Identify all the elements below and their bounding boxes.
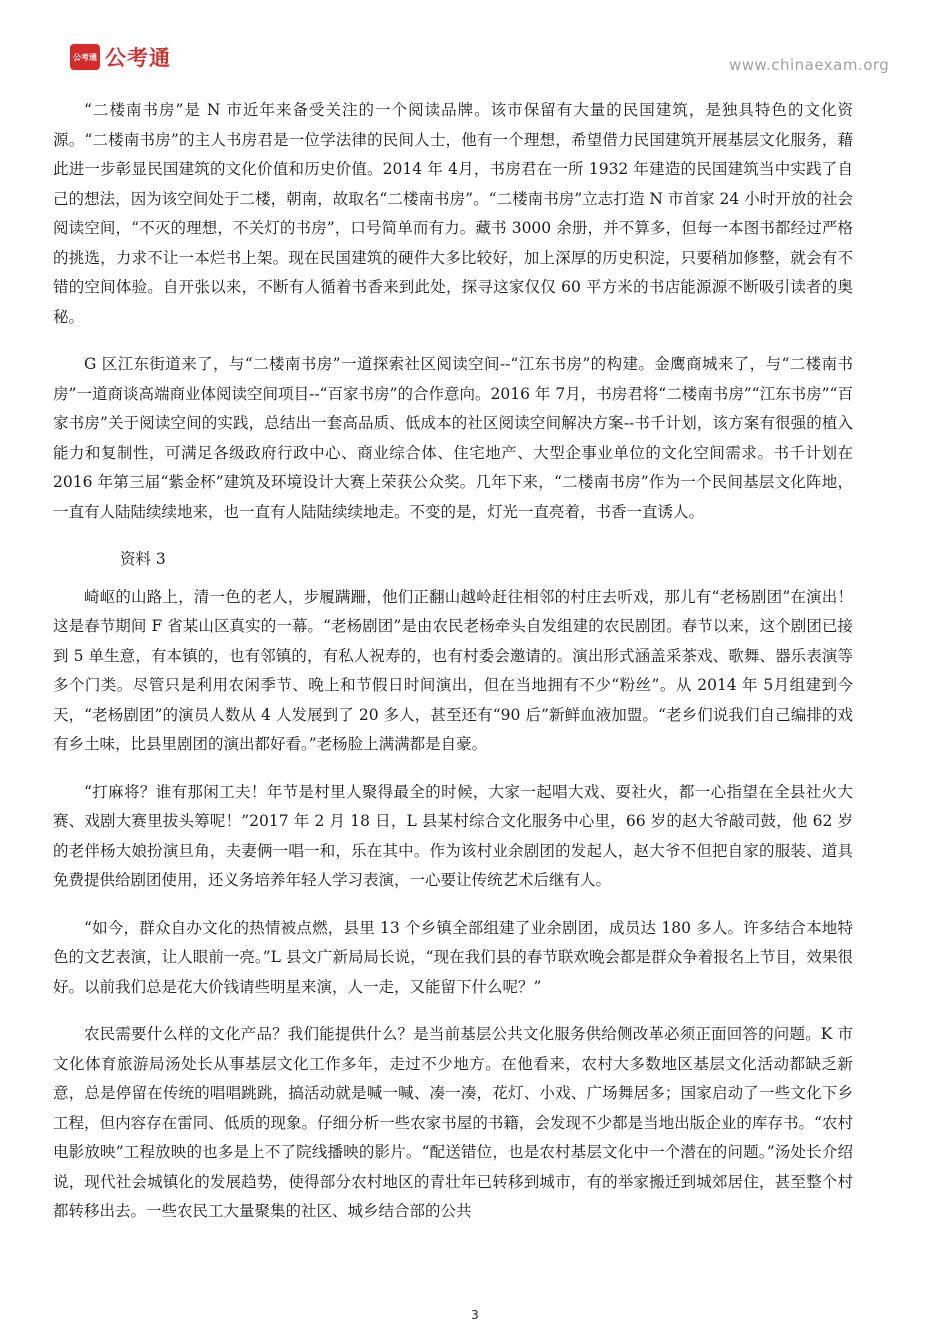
paragraph: 崎岖的山路上，清一色的老人，步履蹒跚，他们正翻山越岭赶往相邻的村庄去听戏，那儿有“老杨剧团”在演出！这是春节期间 F 省某山区真实的一幕。“老杨剧团”是由农民老杨牵头自发组建的农民剧团。春节以来，这个剧团已接到 5 单生意，有本镇的，也有邻镇的，有私人祝寿的，也有村委会邀请的。演出形式涵盖采茶戏、歌舞、器乐表演等多个门类。尽管只是利用农闲季节、晚上和节假日时间演出，但在当地拥有不少“粉丝”。从 2014 年 5月组建到今天，“老杨剧团”的演员人数从 4 人发展到了 20 多人，甚至还有“90 后”新鲜血液加盟。“老乡们说我们自己编排的戏有乡土味，比县里剧团的演出都好看。”老杨脸上满满都是自豪。 (53, 587, 853, 753)
paragraph: “二楼南书房”是 N 市近年来备受关注的一个阅读品牌。该市保留有大量的民国建筑，是独具特色的文化资源。“二楼南书房”的主人书房君是一位学法律的民间人士，他有一个理想，希望借力民国建筑开展基层文化服务，藉此进一步彰显民国建筑的文化价值和历史价值。2014 年 4月，书房君在一所 1932 年建造的民国建筑当中实践了自己的想法，因为该空间处于二楼，朝南，故取名“二楼南书房”。“二楼南书房”立志打造 N 市首家 24 小时开放的社会阅读空间，“不灭的理想，不关灯的书房”，口号简单而有力。藏书 3000 余册，并不算多，但每一本图书都经过严格的挑选，力求不让一本烂书上架。现在民国建筑的硬件大多比较好，加上深厚的历史积淀，只要稍加修整，就会有不错的空间体验。自开张以来，不断有人循着书香来到此处，探寻这家仅仅 60 平方米的书店能源源不断吸引读者的奥秘。 (53, 101, 853, 326)
logo-text: 公考通 (105, 46, 171, 70)
paragraph: G 区江东街道来了，与“二楼南书房”一道探索社区阅读空间--“江东书房”的构建。金鹰商城来了，与“二楼南书房”一道商谈高端商业体阅读空间项目--“百家书房”的合作意向。2016 年 7月，书房君将“二楼南书房”“江东书房”“百家书房”关于阅读空间的实践，总结出一套高品质、低成本的社区阅读空间解决方案--书千计划，该方案有很强的植入能力和复制性，可满足各级政府行政中心、商业综合体、住宅地产、大型企事业单位的文化空间需求。书千计划在 2016 年第三届“紫金杯”建筑及环境设计大赛上荣获公众奖。几年下来，“二楼南书房”作为一个民间基层文化阵地，一直有人陆陆续续地来，也一直有人陆陆续续地走。不变的是，灯光一直亮着，书香一直诱人。 (53, 355, 853, 521)
paragraph: “如今，群众自办文化的热情被点燃，县里 13 个乡镇全部组建了业余剧团，成员达 180 多人。许多结合本地特色的文艺表演，让人眼前一亮。”L 县文广新局局长说，“现在我们县的春节联欢晚会都是群众争着报名上节目，效果很好。以前我们总是花大价钱请些明星来演，人一走，又能留下什么呢？” (53, 918, 853, 996)
document-body (53, 96, 853, 1245)
logo-badge-icon: 公考通 (70, 44, 100, 70)
paragraph: “打麻将？谁有那闲工夫！年节是村里人聚得最全的时候，大家一起唱大戏、耍社火，都一心指望在全县社火大赛、戏剧大赛里拔头筹呢！”2017 年 2 月 18 日，L 县某村综合文化服务中心里，66 岁的赵大爷敲司鼓，他 62 岁的老伴杨大娘扮演旦角，夫妻俩一唱一和，乐在其中。作为该村业余剧团的发起人，赵大爷不但把自家的服装、道具免费提供给剧团使用，还义务培养年轻人学习表演，一心要让传统艺术后继有人。 (53, 782, 853, 889)
section-heading: 资料 3 (120, 550, 166, 568)
site-url: www.chinaexam.org (729, 56, 890, 74)
logo (70, 42, 171, 72)
page-header (0, 0, 950, 90)
paragraph: 农民需要什么样的文化产品？我们能提供什么？是当前基层公共文化服务供给侧改革必须正面回答的问题。K 市文化体育旅游局汤处长从事基层文化工作多年，走过不少地方。在他看来，农村大多数地区基层文化活动都缺乏新意，总是停留在传统的唱唱跳跳，搞活动就是喊一喊、凑一凑，花灯、小戏、广场舞居多；国家启动了一些文化下乡工程，但内容存在雷同、低质的现象。仔细分析一些农家书屋的书籍，会发现不少都是当地出版企业的库存书。“农村电影放映”工程放映的也多是上不了院线播映的影片。“配送错位，也是农村基层文化中一个潜在的问题。”汤处长介绍说，现代社会城镇化的发展趋势，使得部分农村地区的青壮年已转移到城市，有的举家搬迁到城郊居住，甚至整个村都转移出去。一些农民工大量聚集的社区、城乡结合部的公共 (53, 1025, 853, 1220)
page-number: 3 (471, 1308, 479, 1322)
